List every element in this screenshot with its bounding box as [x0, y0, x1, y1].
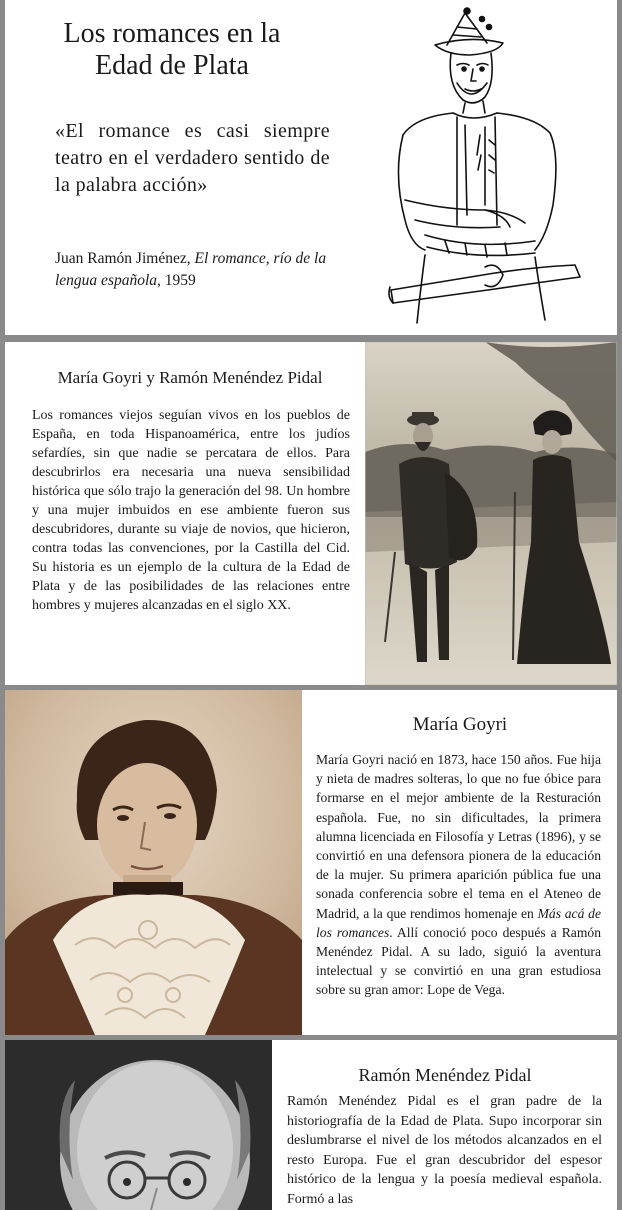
epigraph-citation — [55, 248, 335, 292]
pidal-panel — [5, 1040, 617, 1210]
goyri-text-part2: . Allí conoció poco después a Ramón Menéndez Pidal. A su lado, siguió la aventura intelectual y se convirtió en una gran estudiosa sobre su gran amor: Lope de Vega. — [316, 924, 601, 998]
goyri-panel — [5, 690, 617, 1035]
couple-panel — [5, 342, 617, 685]
title-line-1: Los romances en la — [63, 18, 281, 49]
goyri-text-book-title: Más acá de los romances — [316, 905, 601, 940]
intro-panel — [5, 0, 617, 335]
goyri-heading: María Goyri — [412, 714, 508, 735]
epigraph-quote: «El romance es casi siempre teatro en el verdadero sentido de la palabra acción» — [55, 120, 330, 196]
goyri-portrait-photo — [5, 690, 302, 1035]
page-title — [27, 18, 317, 82]
pidal-portrait-photo — [5, 1040, 272, 1210]
couple-text: Los romances viejos seguían vivos en los pueblos de España, en toda Hispanoamérica, entre los judíos sefardíes, sin que nadie se percatara de ellos. Para descubrirlos era necesaria una nueva sensibilidad histórica que sólo trajo la generación del 98. Un hombre y una mujer imbuidos en ese ambiente fueron sus descubridores, durante su viaje de novios, que hicieron, contra todas las convenciones, por la Castilla del Cid. Su historia es un ejemplo de la cultura de la Edad de Plata y de las posibilidades de las relaciones entre hombres y mujeres alcanzadas en el siglo XX. — [32, 408, 350, 613]
goyri-text — [316, 750, 601, 1000]
citation-author: Juan Ramón Jiménez, — [55, 250, 195, 267]
citation-work: El romance, río de la lengua española — [55, 250, 327, 289]
couple-heading: María Goyri y Ramón Menéndez Pidal — [57, 368, 323, 387]
couple-photo — [365, 342, 617, 685]
pidal-text: Ramón Menéndez Pidal es el gran padre de la historiografía de la Edad de Plata. Supo incorporar sin deslumbrarse el nivel de los métodos alcanzados en el resto Europa. Fue el gran descubridor del espesor histórico de la lengua y la poesía medieval española. Formó a las — [287, 1094, 602, 1207]
goyri-text-part1: María Goyri nació en 1873, hace 150 años. Fue hija y nieta de madres solteras, lo que no fue óbice para formarse en el mejor ambiente de la Resturación española. Fue, no sin dificultades, la primera alumna licenciada en Filosofía y Letras (1896), y se convirtió en una defensora pionera de la educación de la mujer. Su primera aparición pública fue una sonada conferencia sobre el tema en el Ateneo de Madrid, a la que rendimos homenaje en — [316, 752, 601, 921]
citation-year: , 1959 — [157, 272, 196, 289]
sketch-illustration — [385, 5, 590, 325]
title-line-2: Edad de Plata — [95, 50, 249, 81]
pidal-heading: Ramón Menéndez Pidal — [358, 1065, 532, 1085]
